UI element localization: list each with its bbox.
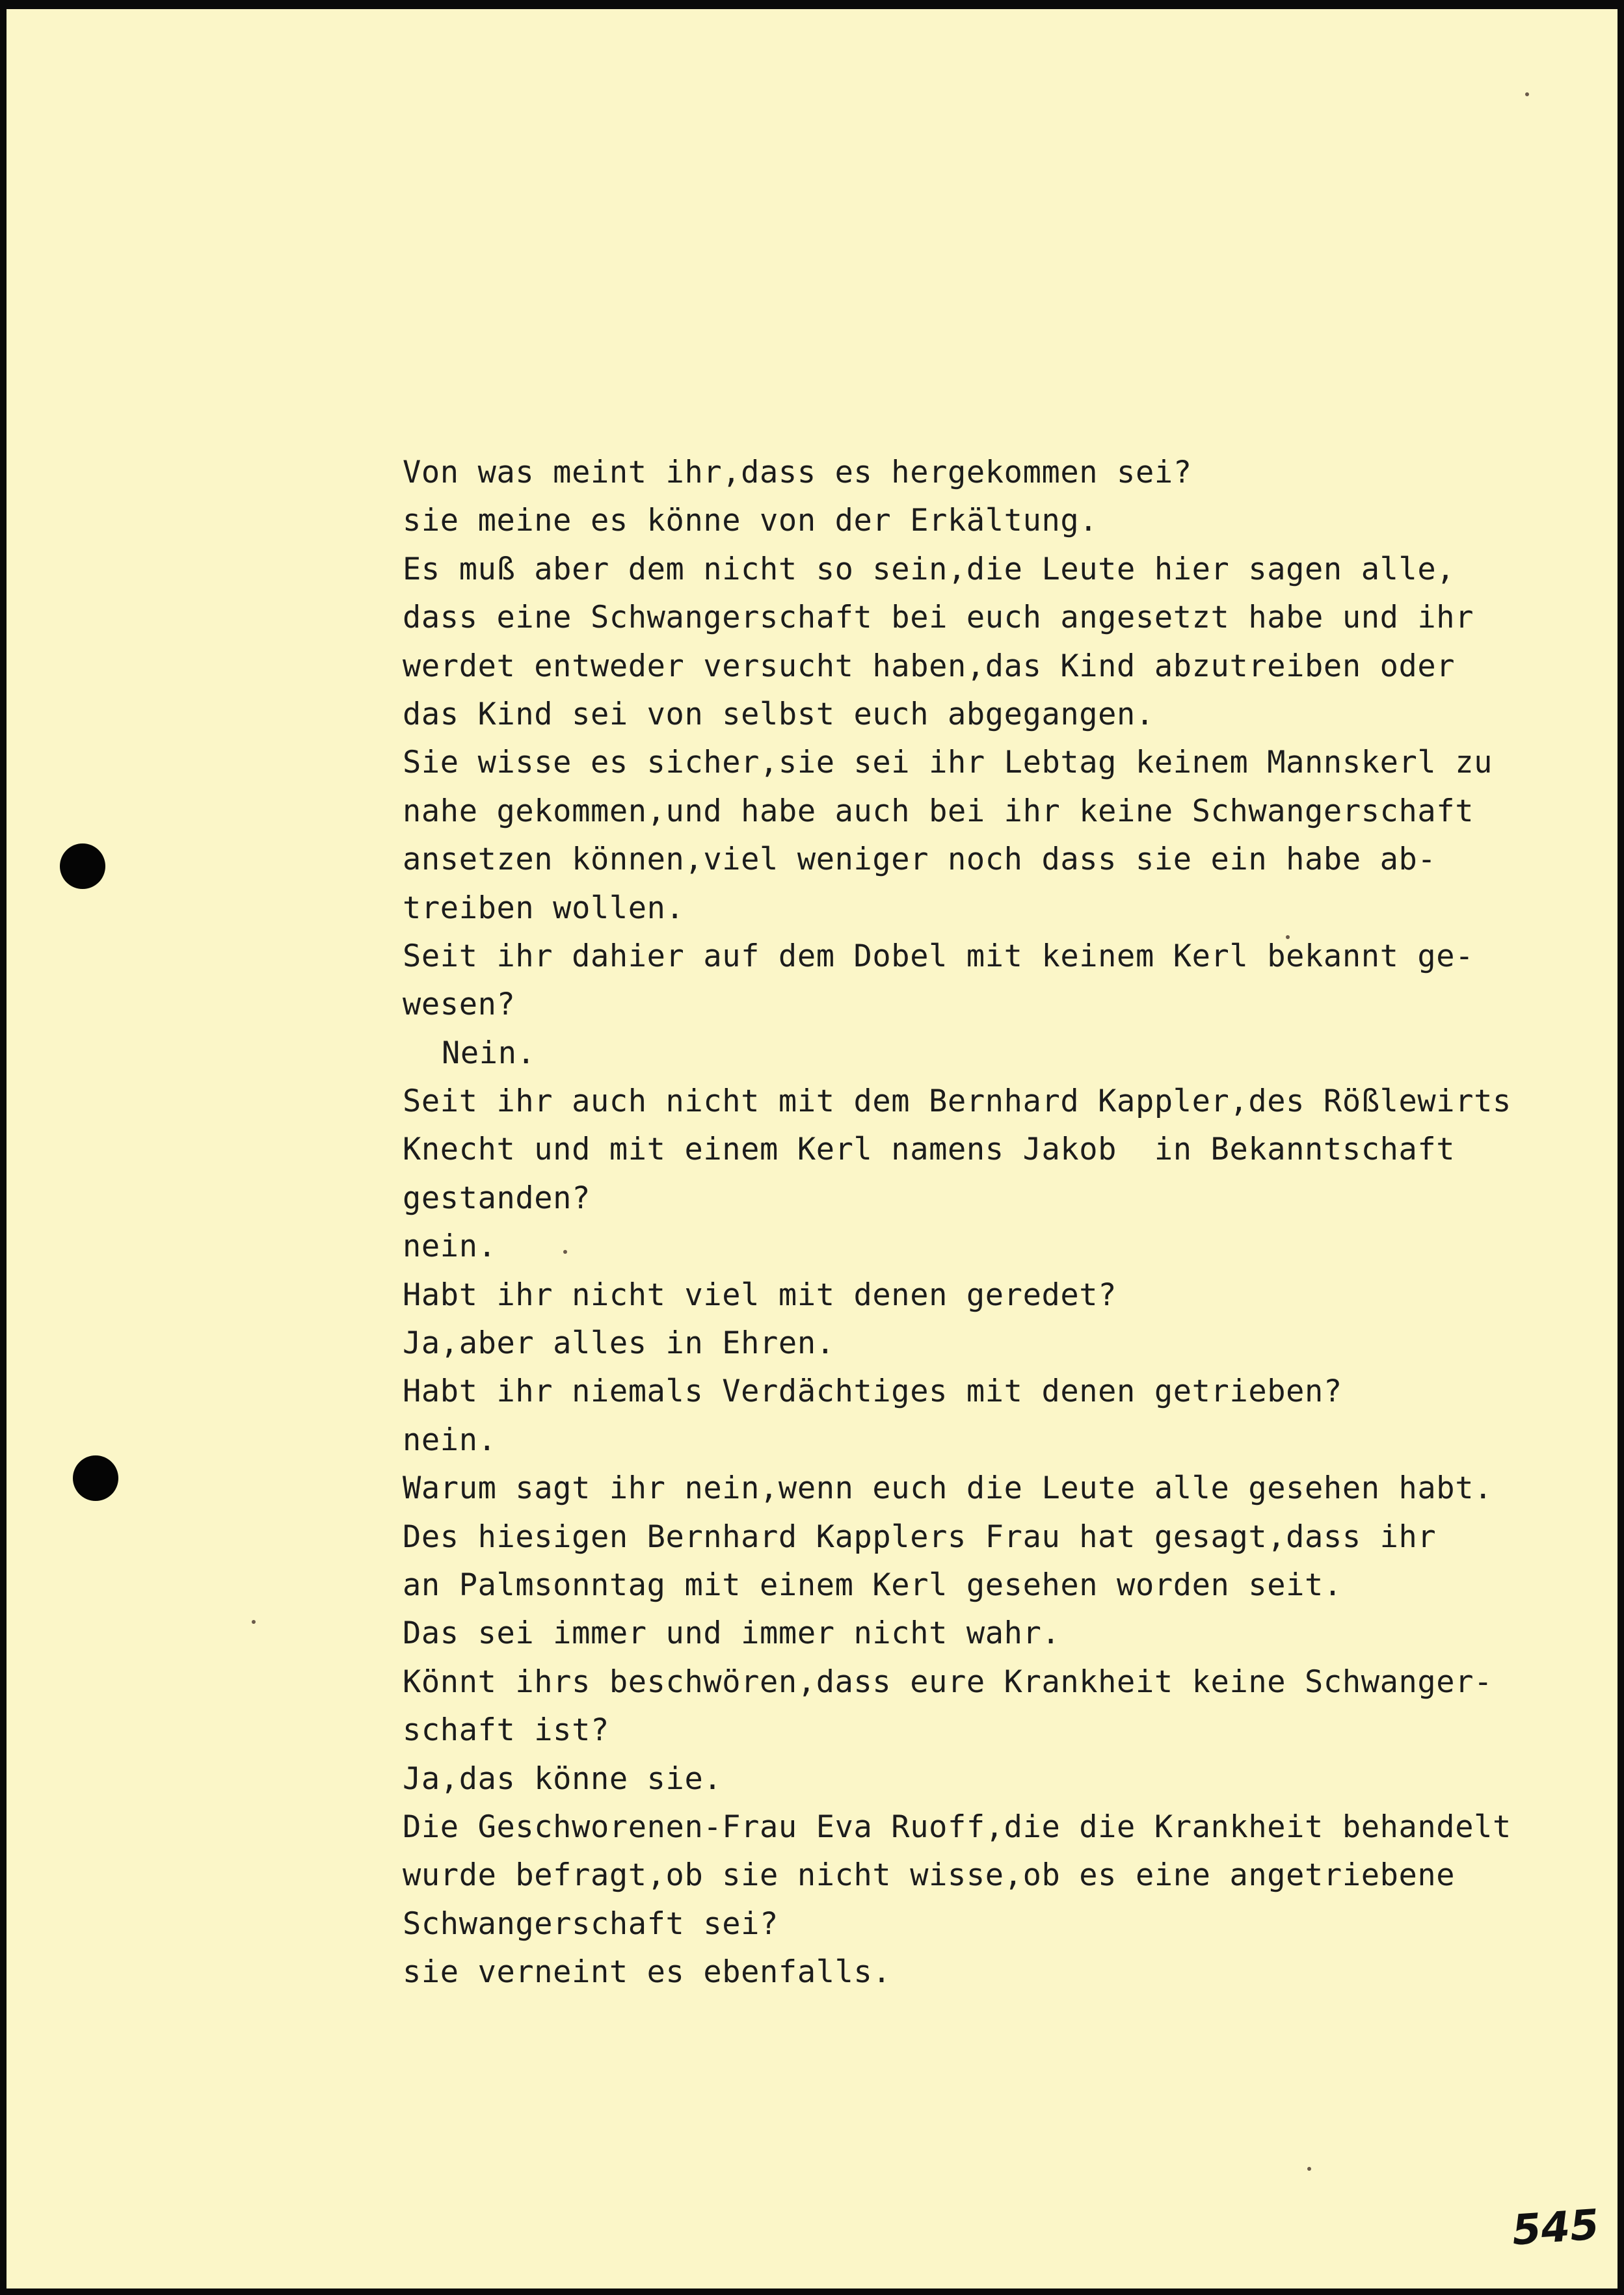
text-line: Schwangerschaft sei?: [403, 1905, 779, 1942]
text-line: nein.: [403, 1422, 497, 1458]
text-line: Von was meint ihr,dass es hergekommen sei?: [403, 455, 1192, 490]
paper-speck: [1525, 92, 1529, 96]
text-line: Habt ihr nicht viel mit denen geredet?: [403, 1277, 1117, 1313]
text-line: nein.: [403, 1228, 497, 1265]
text-line: Es muß aber dem nicht so sein,die Leute hier sagen alle,: [403, 551, 1456, 587]
text-line: Des hiesigen Bernhard Kapplers Frau hat gesagt,dass ihr: [403, 1519, 1437, 1555]
text-line: Könnt ihrs beschwören,dass eure Krankheit keine Schwanger-: [403, 1664, 1493, 1700]
punch-hole: [73, 1455, 118, 1501]
text-line: gestanden?: [403, 1180, 591, 1216]
text-line: Seit ihr dahier auf dem Dobel mit keinem Kerl bekannt ge-: [403, 938, 1474, 974]
paper-speck: [1307, 2167, 1311, 2171]
text-line: Das sei immer und immer nicht wahr.: [403, 1615, 1061, 1652]
text-line: Knecht und mit einem Kerl namens Jakob in Bekanntschaft: [403, 1132, 1456, 1168]
text-line: wurde befragt,ob sie nicht wisse,ob es eine angetriebene: [403, 1857, 1456, 1894]
text-line: sie meine es könne von der Erkältung.: [403, 503, 1098, 539]
text-line: nahe gekommen,und habe auch bei ihr keine Schwangerschaft: [403, 793, 1474, 829]
paper-speck: [252, 1620, 256, 1624]
punch-hole: [60, 843, 105, 889]
text-line: Warum sagt ihr nein,wenn euch die Leute alle gesehen habt.: [403, 1470, 1493, 1507]
text-line: ansetzen können,viel weniger noch dass sie ein habe ab-: [403, 842, 1437, 878]
text-line: wesen?: [403, 987, 516, 1023]
text-line: an Palmsonntag mit einem Kerl gesehen worden seit.: [403, 1567, 1342, 1603]
text-line: schaft ist?: [403, 1712, 609, 1749]
text-line: werdet entweder versucht haben,das Kind abzutreiben oder: [403, 648, 1456, 684]
text-line: das Kind sei von selbst euch abgegangen.: [403, 696, 1154, 732]
text-line: dass eine Schwangerschaft bei euch angesetzt habe und ihr: [403, 600, 1474, 636]
handwritten-page-number: 545: [1510, 2201, 1601, 2255]
text-line: treiben wollen.: [403, 890, 685, 926]
text-line: Ja,aber alles in Ehren.: [403, 1325, 835, 1362]
paper-sheet: [7, 9, 1617, 2288]
text-line: Sie wisse es sicher,sie sei ihr Lebtag keinem Mannskerl zu: [403, 745, 1493, 781]
text-line: Habt ihr niemals Verdächtiges mit denen getrieben?: [403, 1373, 1342, 1410]
text-line: Ja,das könne sie.: [403, 1760, 723, 1797]
text-line: Nein.: [442, 1035, 536, 1071]
text-line: Die Geschworenen-Frau Eva Ruoff,die die Krankheit behandelt: [403, 1809, 1511, 1845]
text-line: Seit ihr auch nicht mit dem Bernhard Kappler,des Rößlewirts: [403, 1083, 1511, 1120]
text-line: sie verneint es ebenfalls.: [403, 1954, 892, 1991]
typed-text-block: [403, 449, 1612, 1997]
